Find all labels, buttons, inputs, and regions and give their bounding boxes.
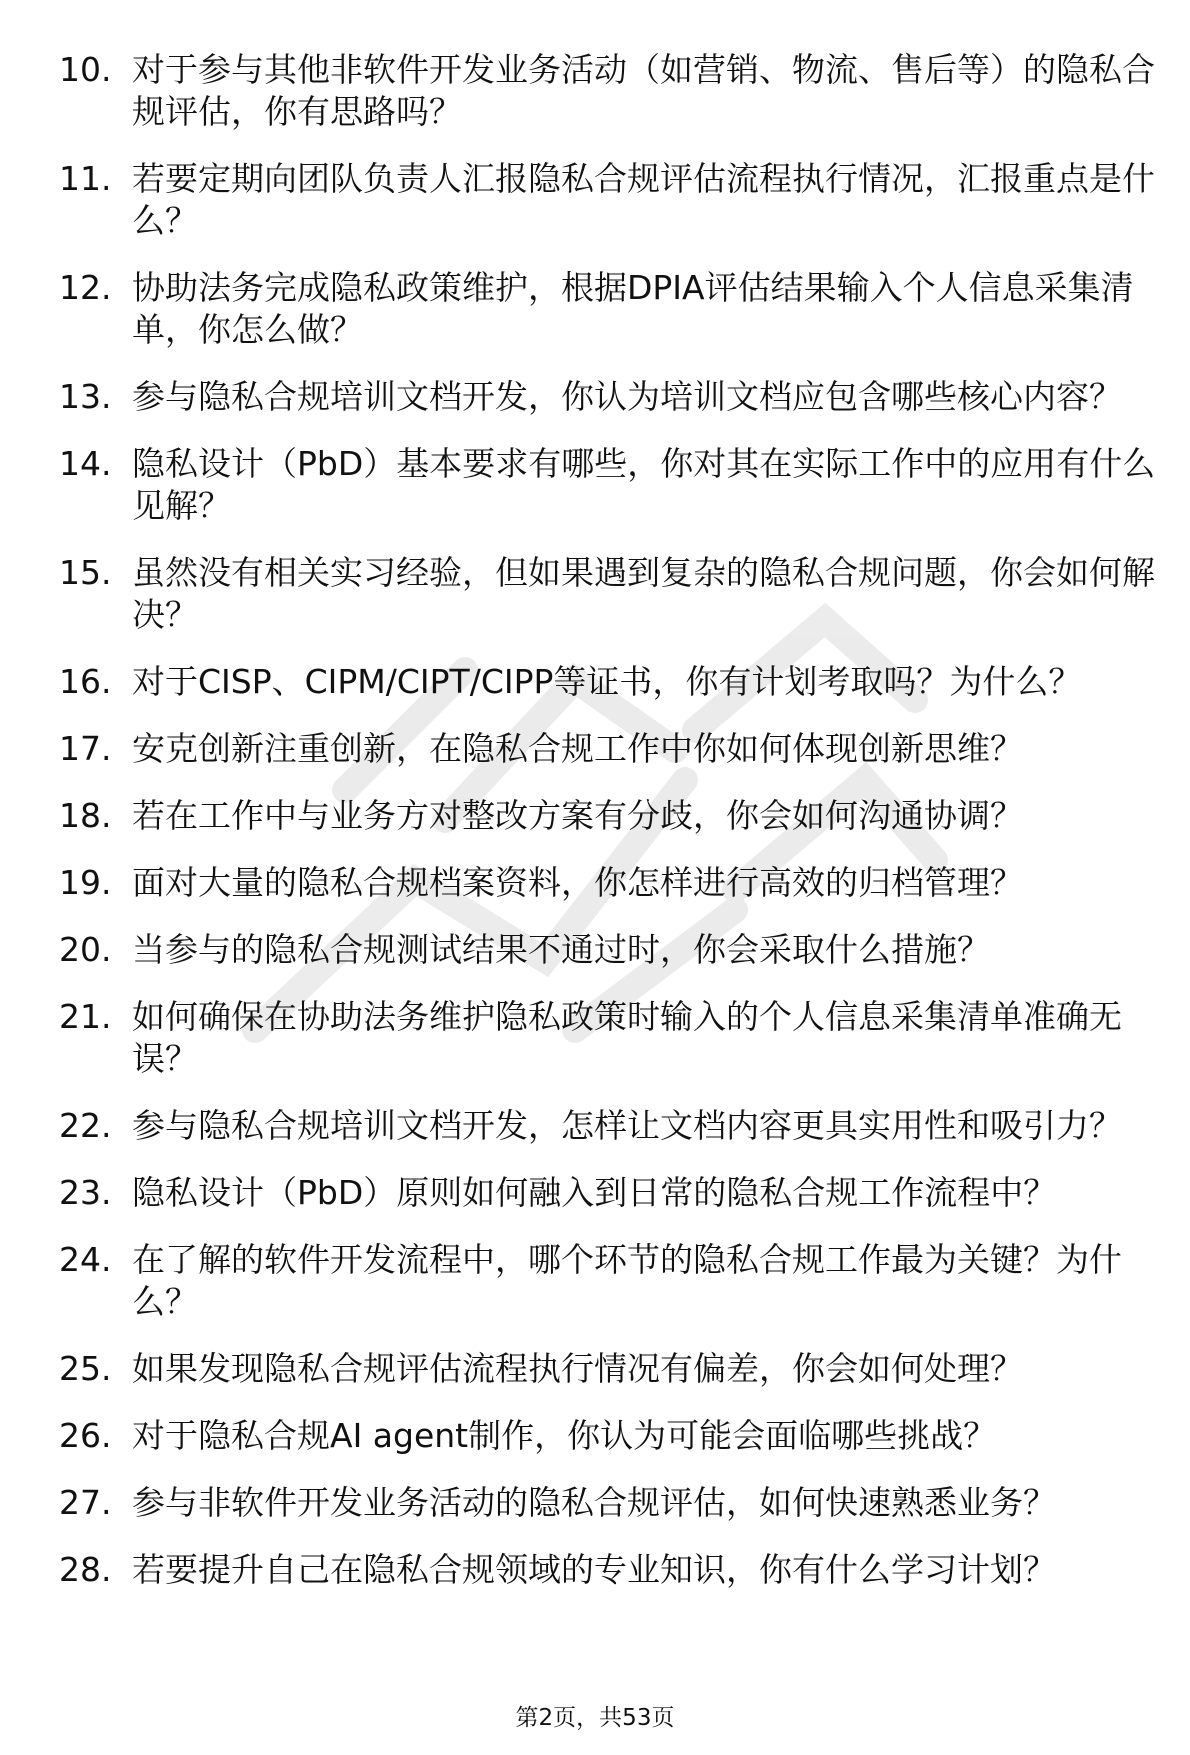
question-item [0,49,1190,133]
question-number: 28. [59,1550,112,1589]
question-number: 20. [59,930,112,969]
question-text: 在了解的软件开发流程中，哪个环节的隐私合规工作最为关键？为什么？ [132,1240,1122,1321]
question-item [0,1482,1190,1524]
question-text: 若在工作中与业务方对整改方案有分歧，你会如何沟通协调？ [132,796,1023,835]
question-item [0,862,1190,904]
question-text: 如何确保在协助法务维护隐私政策时输入的个人信息采集清单准确无误？ [132,997,1122,1078]
question-item [0,552,1190,636]
question-number: 19. [59,863,112,902]
page-number-footer: 第2页，共53页 [515,1705,675,1731]
question-number: 16. [59,662,112,701]
question-number: 27. [59,1483,112,1522]
question-item [0,1172,1190,1214]
question-text: 协助法务完成隐私政策维护，根据DPIA评估结果输入个人信息采集清单，你怎么做？ [132,268,1134,349]
question-text: 对于参与其他非软件开发业务活动（如营销、物流、售后等）的隐私合规评估，你有思路吗？ [132,50,1155,131]
question-item [0,996,1190,1080]
question-number: 14. [59,444,112,483]
question-text: 参与非软件开发业务活动的隐私合规评估，如何快速熟悉业务？ [132,1483,1056,1522]
question-item [0,1549,1190,1591]
question-text: 当参与的隐私合规测试结果不通过时，你会采取什么措施？ [132,930,990,969]
question-text: 参与隐私合规培训文档开发，怎样让文档内容更具实用性和吸引力？ [132,1106,1122,1145]
question-item [0,1105,1190,1147]
question-number: 18. [59,796,112,835]
question-item [0,443,1190,527]
question-item [0,795,1190,837]
question-text: 对于隐私合规AI agent制作，你认为可能会面临哪些挑战？ [132,1416,997,1455]
question-item [0,1415,1190,1457]
question-text: 安克创新注重创新，在隐私合规工作中你如何体现创新思维？ [132,729,1023,768]
question-item [0,158,1190,242]
question-number: 24. [59,1240,112,1279]
question-text: 若要定期向团队负责人汇报隐私合规评估流程执行情况，汇报重点是什么？ [132,159,1155,240]
question-number: 11. [59,159,112,198]
question-number: 21. [59,997,112,1036]
question-number: 12. [59,268,112,307]
question-text: 如果发现隐私合规评估流程执行情况有偏差，你会如何处理？ [132,1349,1023,1388]
question-text: 对于CISP、CIPM/CIPT/CIPP等证书，你有计划考取吗？为什么？ [132,662,1082,701]
question-number: 25. [59,1349,112,1388]
question-number: 26. [59,1416,112,1455]
question-text: 面对大量的隐私合规档案资料，你怎样进行高效的归档管理？ [132,863,1023,902]
question-list [0,49,1190,1616]
question-text: 若要提升自己在隐私合规领域的专业知识，你有什么学习计划？ [132,1550,1056,1589]
question-number: 23. [59,1173,112,1212]
question-item [0,1239,1190,1323]
question-text: 隐私设计（PbD）基本要求有哪些，你对其在实际工作中的应用有什么见解？ [132,444,1156,525]
question-number: 10. [59,50,112,89]
question-item [0,728,1190,770]
question-number: 17. [59,729,112,768]
question-text: 虽然没有相关实习经验，但如果遇到复杂的隐私合规问题，你会如何解决？ [132,553,1155,634]
question-text: 隐私设计（PbD）原则如何融入到日常的隐私合规工作流程中？ [132,1173,1057,1212]
question-number: 13. [59,377,112,416]
question-item [0,661,1190,703]
question-item [0,929,1190,971]
question-number: 15. [59,553,112,592]
question-text: 参与隐私合规培训文档开发，你认为培训文档应包含哪些核心内容？ [132,377,1122,416]
question-number: 22. [59,1106,112,1145]
question-item [0,376,1190,418]
question-item [0,267,1190,351]
question-item [0,1348,1190,1390]
